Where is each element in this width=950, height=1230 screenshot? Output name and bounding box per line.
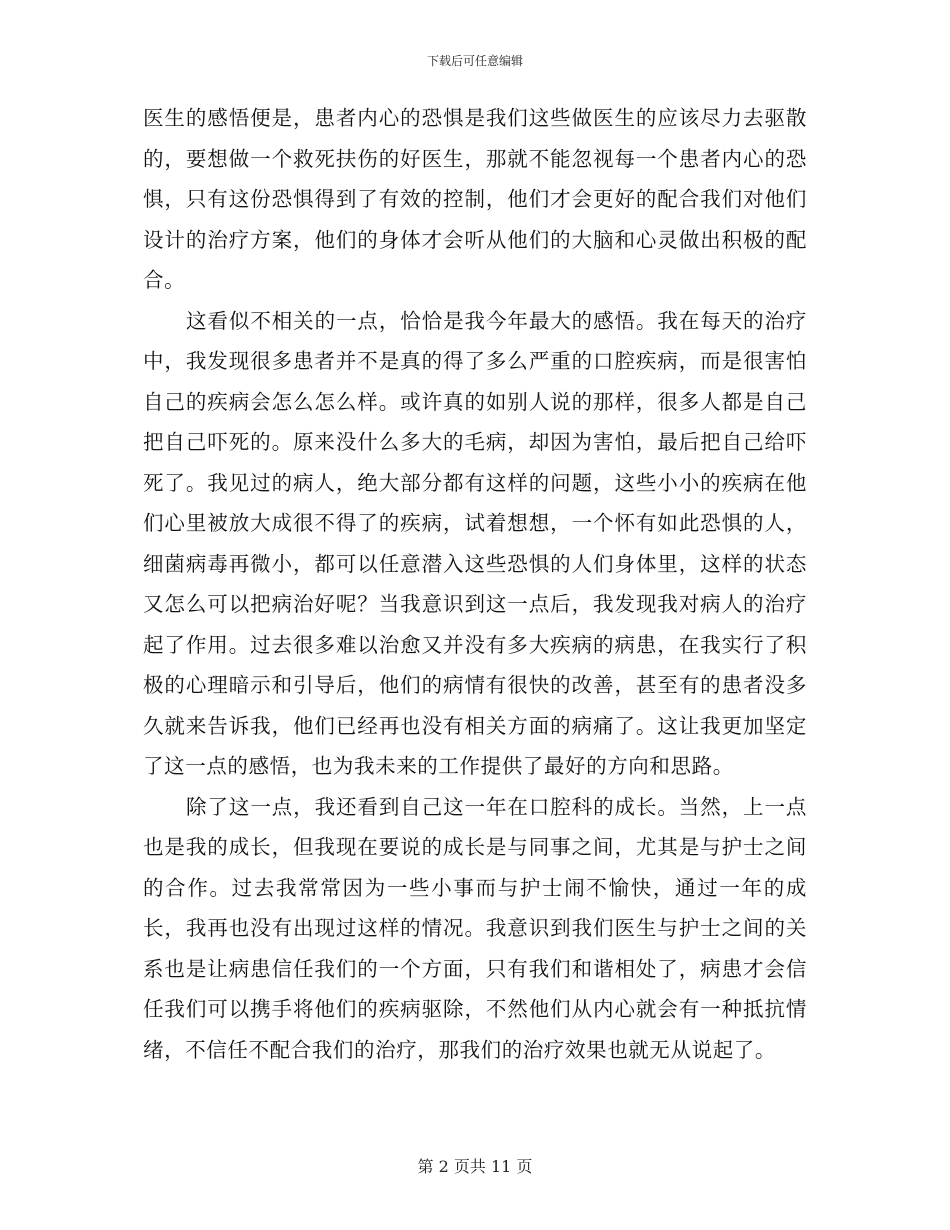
page-header-note: 下载后可任意编辑	[426, 54, 523, 68]
page-number: 第 2 页共 11 页	[417, 1157, 533, 1176]
paragraph-continued: 医生的感悟便是，患者内心的恐惧是我们这些做医生的应该尽力去驱散的，要想做一个救死扶伤的好医生，那就不能忽视每一个患者内心的恐惧，只有这份恐惧得到了有效的控制，他们才会更好的配合我们对他们设计的治疗方案，他们的身体才会听从他们的大脑和心灵做出积极的配合。	[143, 106, 807, 292]
paragraph-insight: 这看似不相关的一点，恰恰是我今年最大的感悟。我在每天的治疗中，我发现很多患者并不是真的得了多么严重的口腔疾病，而是很害怕自己的疾病会怎么怎么样。或许真的如别人说的那样，很多人都是自己把自己吓死的。原来没什么多大的毛病，却因为害怕，最后把自己给吓死了。我见过的病人，绝大部分都有这样的问题，这些小小的疾病在他们心里被放大成很不得了的疾病，试着想想，一个怀有如此恐惧的人，细菌病毒再微小，都可以任意潜入这些恐惧的人们身体里，这样的状态又怎么可以把病治好呢？当我意识到这一点后，我发现我对病人的治疗起了作用。过去很多难以治愈又并没有多大疾病的病患，在我实行了积极的心理暗示和引导后，他们的病情有很快的改善，甚至有的患者没多久就来告诉我，他们已经再也没有相关方面的病痛了。这让我更加坚定了这一点的感悟，也为我未来的工作提供了最好的方向和思路。	[143, 308, 807, 778]
paragraph-growth: 除了这一点，我还看到自己这一年在口腔科的成长。当然，上一点也是我的成长，但我现在要说的成长是与同事之间，尤其是与护士之间的合作。过去我常常因为一些小事而与护士闹不愉快，通过一年的成长，我再也没有出现过这样的情况。我意识到我们医生与护士之间的关系也是让病患信任我们的一个方面，只有我们和谐相处了，病患才会信任我们可以携手将他们的疾病驱除，不然他们从内心就会有一种抵抗情绪，不信任不配合我们的治疗，那我们的治疗效果也就无从说起了。	[143, 794, 807, 1062]
document-body	[143, 98, 807, 1070]
